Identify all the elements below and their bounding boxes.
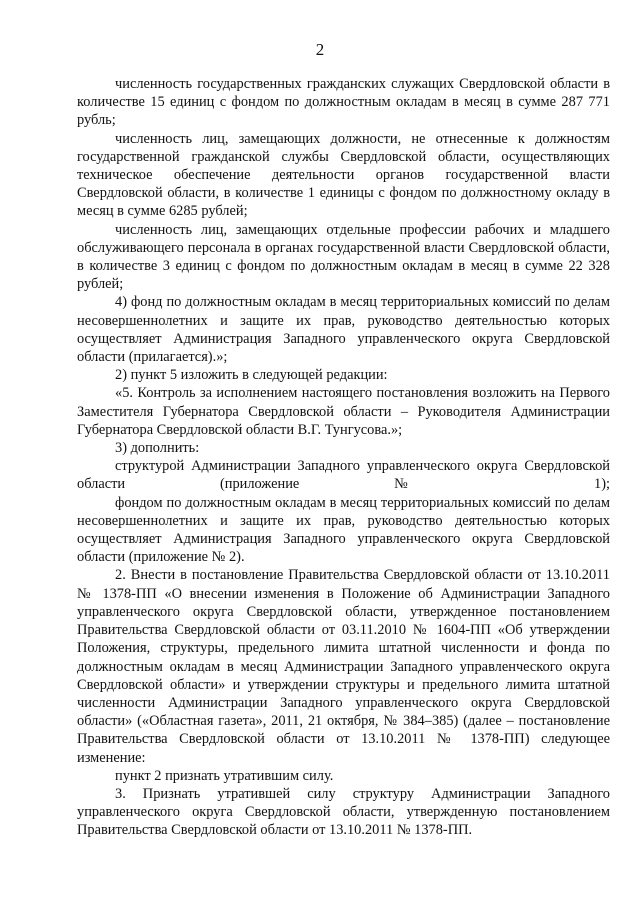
paragraph-section-3-repeal-structure: 3. Признать утратившей силу структуру Администрации Западного управленческого округа Свердловской области, утвержденную постановлением Правительства Свердловской области от 13.10.2011 № 1378-ПП. [77,785,610,839]
paragraph-technical-staff-count: численность лиц, замещающих должности, не отнесенные к должностям государственной гражданской службы Свердловской области, осуществляющих техническое обеспечение деятельности органов государственной власти Свердловской области, в количестве 1 единицы с фондом по должностному окладу в месяц в сумме 6285 рублей; [77,130,610,220]
paragraph-section-2-amendment: 2. Внести в постановление Правительства Свердловской области от 13.10.2011 № 1378-ПП «О внесении изменения в Положение об Администрации Западного управленческого округа Свердловской области, утвержденное постановлением Правительства Свердловской области от 03.11.2010 № 1604-ПП «Об утверждении Положения, структуры, предельного лимита штатной численности и фонда по должностным окладам в месяц Администрации Западного управленческого округа Свердловской области» и утверждении структуры и предельного лимита штатной численности Администрации Западного управленческого округа Свердловской области» («Областная газета», 2011, 21 октября, № 384–385) (далее – постановление Правительства Свердловской области от 13.10.2011 № 1378-ПП) следующее изменение: [77,567,610,766]
paragraph-structure-appendix-1: структурой Администрации Западного управленческого округа Свердловской области (приложение № 1); [77,458,610,493]
paragraph-item-2-heading: 2) пункт 5 изложить в следующей редакции: [115,367,388,384]
paragraph-item-4-salary-fund: 4) фонд по должностным окладам в месяц территориальных комиссий по делам несовершеннолетних и защите их прав, руководство деятельностью которых осуществляет Администрация Западного управленческого округа Свердловской области (прилагается).»; [77,294,610,366]
paragraph-item-3-heading: 3) дополнить: [115,440,200,457]
paragraph-civil-servants-count: численность государственных гражданских служащих Свердловской области в количестве 15 единиц с фондом по должностным окладам в месяц в сумме 287 771 рубль; [77,76,610,129]
paragraph-workers-count: численность лиц, замещающих отдельные профессии рабочих и младшего обслуживающего персонала в органах государственной власти Свердловской области, в количестве 3 единиц с фондом по должностным окладам в месяц в сумме 22 328 рублей; [77,221,610,293]
document-body [77,75,610,840]
paragraph-item-5-control: «5. Контроль за исполнением настоящего постановления возложить на Первого Заместителя Губернатора Свердловской области – Руководителя Администрации Губернатора Свердловской области В.Г. Тунгусова.»; [77,385,610,438]
paragraph-fund-appendix-2: фондом по должностным окладам в месяц территориальных комиссий по делам несовершеннолетних и защите их прав, руководство деятельностью которых осуществляет Администрация Западного управленческого округа Свердловской области (приложение № 2). [77,494,610,566]
paragraph-repeal-item-2: пункт 2 признать утратившим силу. [115,767,334,784]
page-number: 2 [315,40,325,59]
